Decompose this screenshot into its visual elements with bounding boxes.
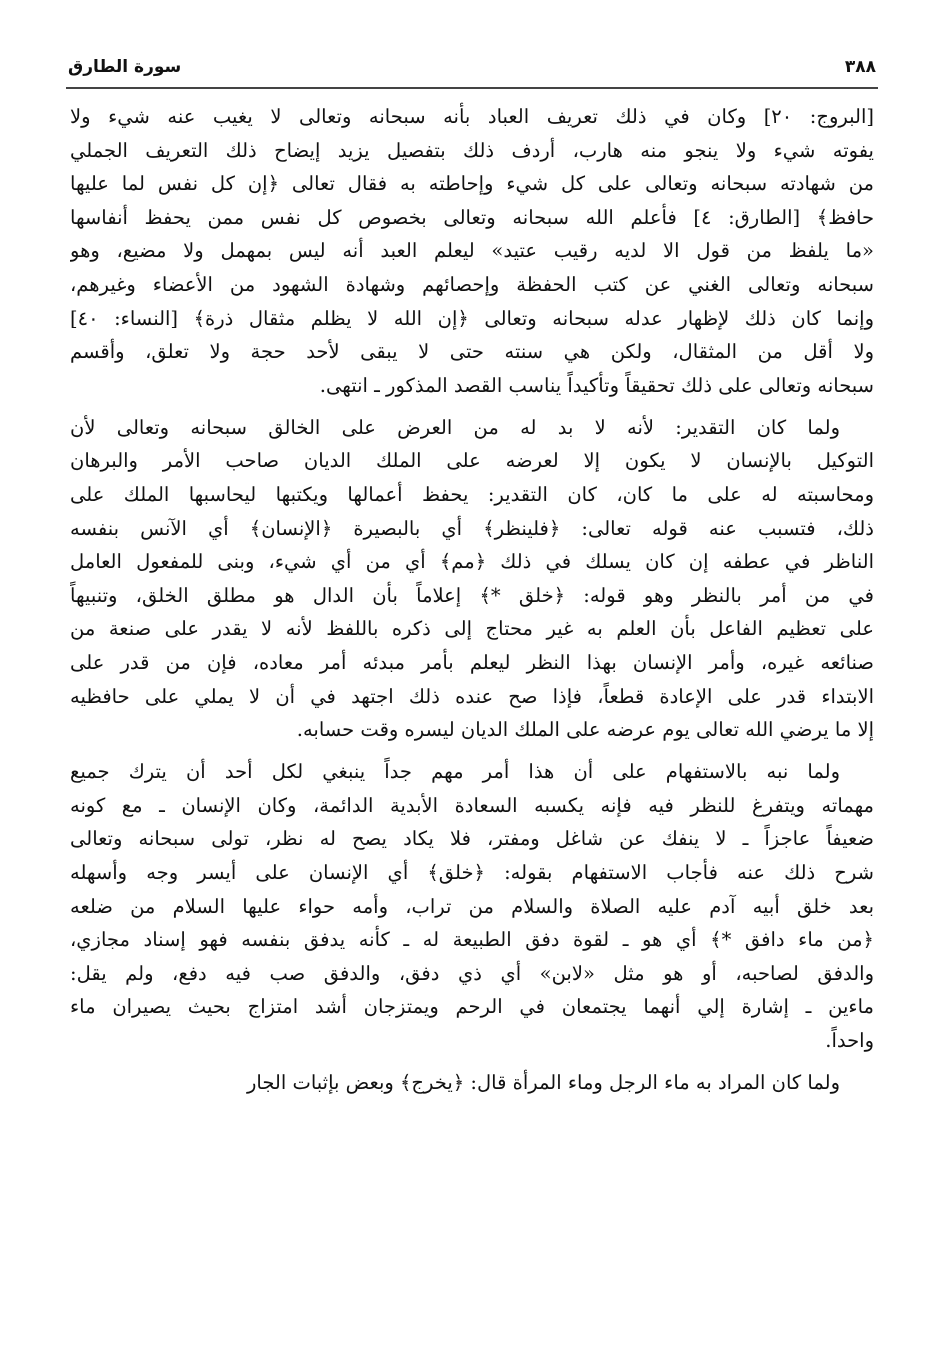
- paragraph: [70, 755, 874, 1057]
- text-line: ومحاسبته له على ما كان، كان التقدير: يحفظ أعمالها ويكتبها ليحاسبها الملك على: [70, 483, 874, 507]
- header-divider: [66, 87, 878, 89]
- text-line: ولما كان التقدير: لأنه لا بد له من العرض على الخالق سبحانه وتعالى لأن: [70, 415, 840, 439]
- text-line: على تعظيم الفاعل بأن العلم به غير محتاج إلى ذكره باللفظ لأنه لا يقدر على صنعة من: [70, 617, 874, 641]
- paragraph: [70, 100, 874, 402]
- text-line: حافظ﴾ [الطارق: ٤] فأعلم الله سبحانه وتعالى بخصوص كل نفس ممن يحفظ أنفاسها: [70, 205, 874, 229]
- text-line: الابتداء قدر على الإعادة قطعاً، فإذا صح عنده ذلك اجتهد في أن لا يملي على حافظيه: [70, 684, 874, 708]
- text-line: في من أمر بالنظر وهو قوله: ﴿خلق *﴾ إعلاماً بأن الدال هو مطلق الخلق، وتنبيهاً: [70, 583, 874, 607]
- text-line: ولما نبه بالاستفهام على أن هذا أمر مهم جداً ينبغي لكل أحد أن يترك جميع: [70, 760, 840, 784]
- text-line: الناظر في عطفه إن كان يسلك في ذلك ﴿مم﴾ أي من أي شيء، وبنى للمفعول العامل: [70, 550, 874, 574]
- text-line: ولما كان المراد به ماء الرجل وماء المرأة قال: ﴿يخرج﴾ وبعض بإثبات الجار: [246, 1071, 840, 1095]
- surah-title: سورة الطارق: [68, 57, 182, 77]
- page-number: ٣٨٨: [844, 57, 876, 77]
- page-body: [70, 100, 874, 1108]
- text-line: إلا ما يرضي الله تعالى يوم عرضه على الملك الديان ليسره وقت حسابه.: [296, 718, 874, 742]
- text-line: وإنما كان ذلك لإظهار عدله سبحانه وتعالى ﴿إن الله لا يظلم مثقال ذرة﴾ [النساء: ٤٠]: [70, 306, 874, 330]
- text-line: التوكيل بالإنسان لا يكون إلا لعرضه على الملك الديان صاحب الأمر والبرهان: [70, 449, 874, 473]
- paragraph: [70, 1066, 874, 1100]
- text-line: سبحانه وتعالى الغني عن كتب الحفظة وإحصائهم وشهادة الشهود من الأعضاء وغيرهم،: [70, 272, 874, 296]
- paragraph: [70, 411, 874, 747]
- text-line: شرح ذلك عنه فأجاب الاستفهام بقوله: ﴿خلق﴾ أي الإنسان على أيسر وجه وأسهله: [70, 861, 874, 885]
- text-line: والدفق لصاحبه، أو هو مثل «لابن» أي ذي دفق، والدفق صب فيه دفع، ولم يقل:: [70, 961, 874, 985]
- text-line: من شهادته سبحانه وتعالى على كل شيء وإحاطته به فقال تعالى ﴿إن كل نفس لما عليها: [70, 172, 874, 196]
- text-line: ماءين ـ إشارة إلي أنهما يجتمعان في الرحم ويمتزجان أشد امتزاج بحيث يصيران ماء: [70, 995, 874, 1019]
- text-line: بعد خلق أبيه آدم عليه الصلاة والسلام من تراب، وأمه حواء عليها السلام من ضلعه: [70, 894, 874, 918]
- text-line: ﴿من ماء دافق *﴾ أي هو ـ لقوة دفق الطبيعة له ـ كأنه يدفق بنفسه فهو إسناد مجازي،: [70, 928, 874, 952]
- text-line: ضعيفاً عاجزاً ـ لا ينفك عن شاغل ومفتر، فلا يكاد يصح له نظر، تولى سبحانه وتعالى: [70, 827, 874, 851]
- text-line: ذلك، فتسبب عنه قوله تعالى: ﴿فلينظر﴾ أي بالبصيرة ﴿الإنسان﴾ أي الآنس بنفسه: [70, 516, 874, 540]
- text-line: [البروج: ٢٠] وكان في ذلك تعريف العباد بأنه سبحانه وتعالى لا يغيب عنه شيء ولا: [70, 105, 874, 128]
- page-header: [68, 52, 876, 82]
- text-line: واحداً.: [825, 1029, 874, 1053]
- text-line: مهماته ويتفرغ للنظر فيه فإنه يكسبه السعادة الأبدية الدائمة، وكان الإنسان ـ مع كونه: [70, 793, 874, 817]
- text-line: سبحانه وتعالى على ذلك تحقيقاً وتأكيداً يناسب القصد المذكور ـ انتهى.: [319, 373, 874, 397]
- text-line: ولا أقل من المثقال، ولكن هي سنته حتى لا يبقى لأحد حجة ولا تعلق، وأقسم: [70, 340, 874, 364]
- text-line: «ما يلفظ من قول الا لديه رقيب عتيد» ليعلم العبد أنه ليس بمهمل ولا مضيع، وهو: [70, 239, 874, 263]
- text-line: صنائعه غيره، وأمر الإنسان بهذا النظر ليعلم بأمر مبدئه أمر معاده، فإن من قدر على: [70, 651, 874, 674]
- text-line: يفوته شيء ولا ينجو منه هارب، أردف ذلك بتفصيل يزيد إيضاح ذلك التعريف الجملي: [70, 138, 874, 162]
